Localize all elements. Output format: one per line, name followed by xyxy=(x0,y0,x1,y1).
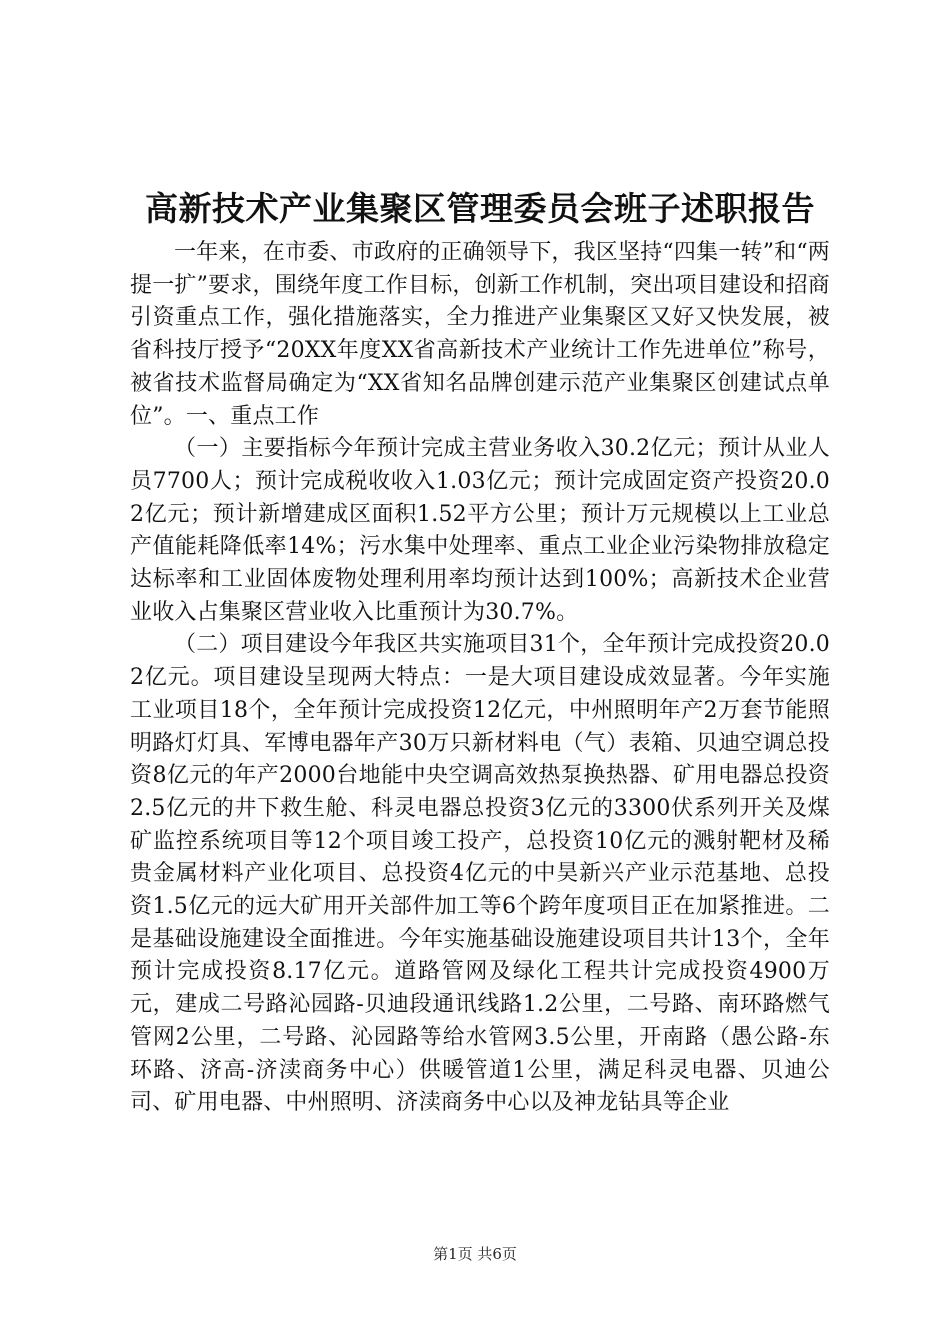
document-body xyxy=(130,237,830,1120)
paragraph-main-indicators: （一）主要指标今年预计完成主营业务收入30.2亿元；预计从业人员7700人；预计完成税收收入1.03亿元；预计完成固定资产投资20.02亿元；预计新增建成区面积1.52平方公里；预计万元规模以上工业总产值能耗降低率14%；污水集中处理率、重点工业企业污染物排放稳定达标率和工业固体废物处理利用率均预计达到100%；高新技术企业营业收入占集聚区营业收入比重预计为30.7%。 xyxy=(130,436,830,625)
document-title: 高新技术产业集聚区管理委员会班子述职报告 xyxy=(145,189,815,228)
page-footer: 第1页 共6页 xyxy=(433,1245,517,1263)
paragraph-project-construction: （二）项目建设今年我区共实施项目31个，全年预计完成投资20.02亿元。项目建设呈现两大特点：一是大项目建设成效显著。今年实施工业项目18个，全年预计完成投资12亿元，中州照明年产2万套节能照明路灯灯具、军博电器年产30万只新材料电（气）表箱、贝迪空调总投资8亿元的年产2000台地能中央空调高效热泵换热器、矿用电器总投资2.5亿元的井下救生舱、科灵电器总投资3亿元的3300伏系列开关及煤矿监控系统项目等12个项目竣工投产，总投资10亿元的溅射靶材及稀贵金属材料产业化项目、总投资4亿元的中昊新兴产业示范基地、总投资1.5亿元的远大矿用开关部件加工等6个跨年度项目正在加紧推进。二是基础设施建设全面推进。今年实施基础设施建设项目共计13个，全年预计完成投资8.17亿元。道路管网及绿化工程共计完成投资4900万元，建成二号路沁园路-贝迪段通讯线路1.2公里，二号路、南环路燃气管网2公里，二号路、沁园路等给水管网3.5公里，开南路（愚公路-东环路、济高-济渎商务中心）供暖管道1公里，满足科灵电器、贝迪公司、矿用电器、中州照明、济渎商务中心以及神龙钻具等企业 xyxy=(130,632,830,1116)
paragraph-intro: 一年来，在市委、市政府的正确领导下，我区坚持“四集一转”和“两提一扩”要求，围绕年度工作目标，创新工作机制，突出项目建设和招商引资重点工作，强化措施落实，全力推进产业集聚区又好又快发展，被省科技厅授予“20XX年度XX省高新技术产业统计工作先进单位”称号，被省技术监督局确定为“XX省知名品牌创建示范产业集聚区创建试点单位”。一、重点工作 xyxy=(130,240,830,429)
